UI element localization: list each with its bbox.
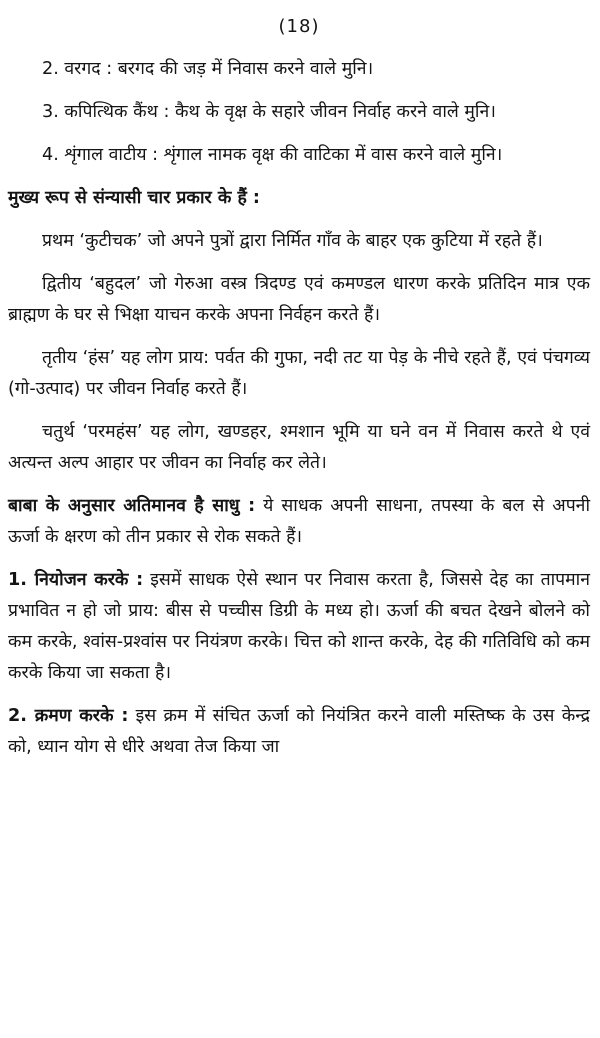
paragraph-niyojan [8, 565, 590, 689]
paragraph-body: इस क्रम में संचित ऊर्जा को नियंत्रित करने वाली मस्तिष्क के उस केन्द्र को, ध्यान योग से धीरे अथवा तेज किया जा [8, 706, 590, 757]
paragraph-baba-superhuman [8, 491, 590, 553]
list-item-vargad: 2. वरगद : बरगद की जड़ में निवास करने वाले मुनि। [42, 59, 374, 79]
paragraph-body: इसमें साधक ऐसे स्थान पर निवास करता है, जिससे देह का तापमान प्रभावित न हो जो प्राय: बीस से पच्चीस डिग्री के मध्य हो। ऊर्जा की बचत देखने बोलने को कम करके, श्वांस-प्रश्वांस पर नियंत्रण करके। चित्त को शान्त करके, देह की गतिविधि को कम करके किया जा सकता है। [8, 570, 590, 683]
paragraph-hans: तृतीय ‘हंस’ यह लोग प्राय: पर्वत की गुफा, नदी तट या पेड़ के नीचे रहते हैं, एवं पंचगव्य (गो-उत्पाद) पर जीवन निर्वाह करते हैं। [8, 348, 590, 399]
paragraph-lead: 2. क्रमण करके : [8, 706, 129, 726]
paragraph-kraman [8, 701, 590, 763]
list-item-shringal: 4. शृंगाल वाटीय : शृंगाल नामक वृक्ष की वाटिका में वास करने वाले मुनि। [42, 145, 503, 165]
section-heading: मुख्य रूप से संन्यासी चार प्रकार के हैं : [8, 188, 260, 208]
page-number: (18) [278, 16, 320, 37]
paragraph-lead: बाबा के अनुसार अतिमानव है साधु : [8, 496, 256, 516]
paragraph-bahudal: द्वितीय ‘बहुदल’ जो गेरुआ वस्त्र त्रिदण्ड एवं कमण्डल धारण करके प्रतिदिन मात्र एक ब्राह्मण के घर से भिक्षा याचन करके अपना निर्वहन करते हैं। [8, 274, 590, 325]
list-item-kapitthik: 3. कपित्थिक कैंथ : कैथ के वृक्ष के सहारे जीवन निर्वाह करने वाले मुनि। [42, 102, 496, 122]
paragraph-kutichak: प्रथम ‘कुटीचक’ जो अपने पुत्रों द्वारा निर्मित गाँव के बाहर एक कुटिया में रहते हैं। [42, 231, 543, 251]
paragraph-lead: 1. नियोजन करके : [8, 570, 144, 590]
paragraph-body: ये साधक अपनी साधना, तपस्या के बल से अपनी ऊर्जा के क्षरण को तीन प्रकार से रोक सकते हैं। [8, 496, 591, 547]
paragraph-paramhans: चतुर्थ ‘परमहंस’ यह लोग, खण्डहर, श्मशान भूमि या घने वन में निवास करते थे एवं अत्यन्त अल्प आहार पर जीवन का निर्वाह कर लेते। [8, 422, 590, 473]
